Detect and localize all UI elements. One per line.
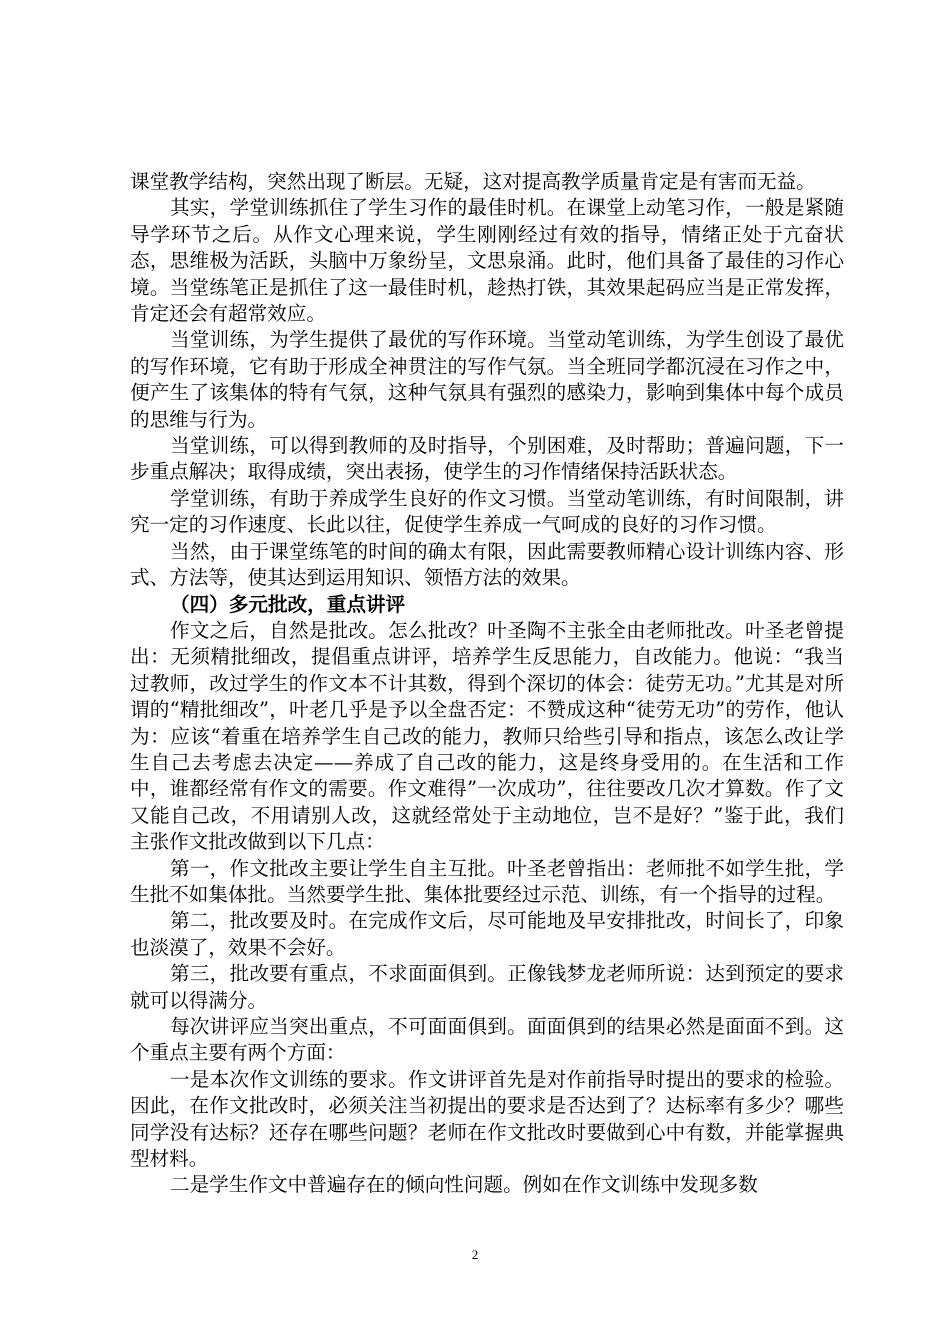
paragraph: 第三，批改要有重点，不求面面俱到。正像钱梦龙老师所说：达到预定的要求就可以得满分。: [130, 962, 844, 1012]
paragraph: 第二，批改要及时。在完成作文后，尽可能地及早安排批改，时间长了，印象也淡漠了，效果不会好。: [130, 909, 844, 959]
document-body: [130, 169, 844, 1199]
paragraph: 第一，作文批改主要让学生自主互批。叶圣老曾指出：老师批不如学生批，学生批不如集体批。当然要学生批、集体批要经过示范、训练，有一个指导的过程。: [130, 856, 844, 906]
paragraph: 作文之后，自然是批改。怎么批改？叶圣陶不主张全由老师批改。叶圣老曾提出：无须精批细改，提倡重点讲评，培养学生反思能力，自改能力。他说：“我当过教师，改过学生的作文本不计其数，得到个深切的体会：徒劳无功。”尤其是对所谓的“精批细改”，叶老几乎是予以全盘否定：不赞成这种“徒劳无功”的劳作，他认为：应该“着重在培养学生自己改的能力，教师只给些引导和指点，该怎么改让学生自己去考虑去决定——养成了自己改的能力，这是终身受用的。在生活和工作中，谁都经常有作文的需要。作文难得”一次成功”，往往要改几次才算数。作了文又能自己改，不用请别人改，这就经常处于主动地位，岂不是好？”鉴于此，我们主张作文批改做到以下几点：: [130, 618, 844, 854]
paragraph: 其实，学堂训练抓住了学生习作的最佳时机。在课堂上动笔习作，一般是紧随导学环节之后。从作文心理来说，学生刚刚经过有效的指导，情绪正处于亢奋状态，思维极为活跃，头脑中万象纷呈，文思泉涌。此时，他们具备了最佳的习作心境。当堂练笔正是抓住了这一最佳时机，趁热打铁，其效果起码应当是正常发挥，肯定还会有超常效应。: [130, 196, 844, 326]
paragraph: 每次讲评应当突出重点，不可面面俱到。面面俱到的结果必然是面面不到。这个重点主要有两个方面：: [130, 1015, 844, 1065]
section-heading: （四）多元批改，重点讲评: [170, 592, 406, 616]
paragraph: 当然，由于课堂练笔的时间的确太有限，因此需要教师精心设计训练内容、形式、方法等，使其达到运用知识、领悟方法的效果。: [130, 539, 844, 590]
paragraph: 二是学生作文中普遍存在的倾向性问题。例如在作文训练中发现多数: [170, 1173, 758, 1197]
paragraph: 一是本次作文训练的要求。作文讲评首先是对作前指导时提出的要求的检验。因此，在作文批改时，必须关注当初提出的要求是否达到了？达标率有多少？哪些同学没有达标？还存在哪些问题？老师在作文批改时要做到心中有数，并能掌握典型材料。: [130, 1067, 844, 1171]
paragraph: 当堂训练，可以得到教师的及时指导，个别困难，及时帮助；普遍问题，下一步重点解决；取得成绩，突出表扬，使学生的习作情绪保持活跃状态。: [130, 434, 844, 484]
page-number: 2: [471, 1247, 479, 1262]
paragraph: 课堂教学结构，突然出现了断层。无疑，这对提高教学质量肯定是有害而无益。: [130, 170, 816, 193]
paragraph: 当堂训练，为学生提供了最优的写作环境。当堂动笔训练，为学生创设了最优的写作环境，它有助于形成全神贯注的写作气氛。当全班同学都沉浸在习作之中，便产生了该集体的特有气氛，这种气氛具有强烈的感染力，影响到集体中每个成员的思维与行为。: [130, 328, 844, 431]
paragraph: 学堂训练，有助于养成学生良好的作文习惯。当堂动笔训练，有时间限制，讲究一定的习作速度、长此以往，促使学生养成一气呵成的良好的习作习惯。: [130, 486, 844, 537]
